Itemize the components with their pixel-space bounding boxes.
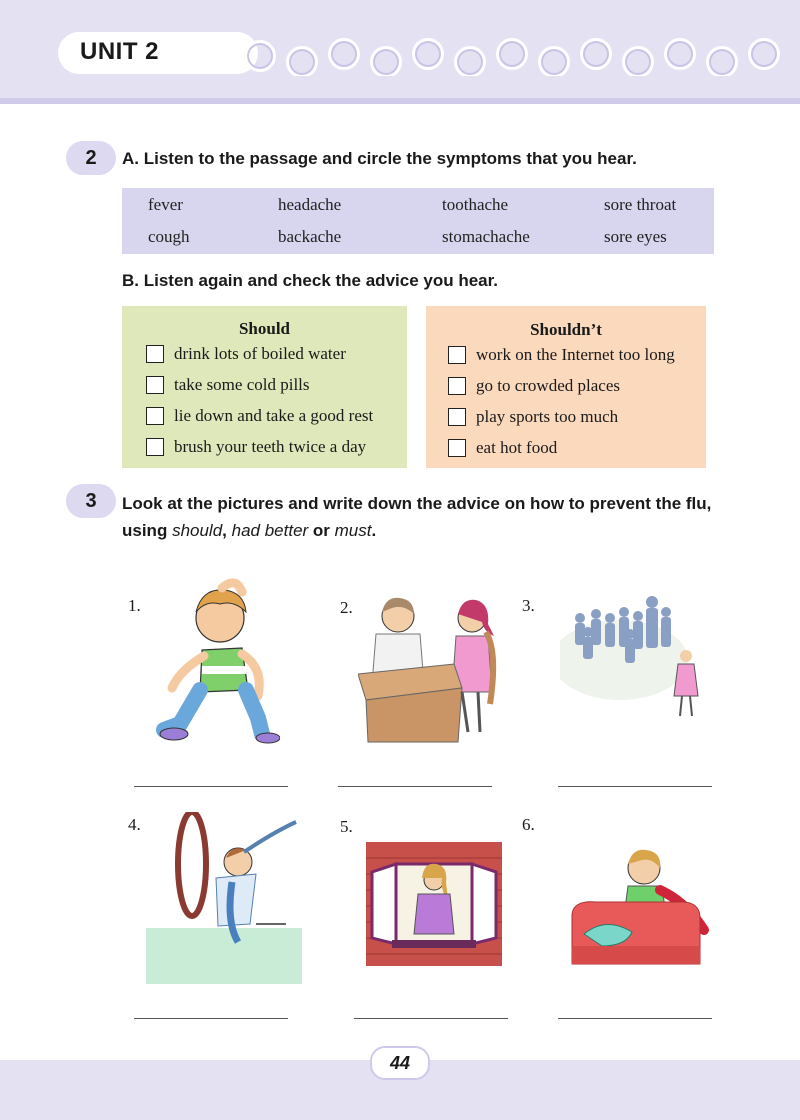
ring-icon (286, 46, 318, 76)
part-b-instruction: B. Listen again and check the advice you hear. (122, 271, 499, 290)
exercise-3-badge: 3 (66, 484, 116, 518)
ring-icon (244, 40, 276, 72)
ring-icon (370, 46, 402, 76)
answer-line-5[interactable] (354, 1018, 508, 1019)
word-must: must (334, 521, 372, 540)
shouldnt-box (426, 306, 706, 468)
advice-label: work on the Internet too long (476, 345, 675, 364)
symptom-item[interactable]: backache (278, 227, 342, 246)
open-window-icon (366, 842, 502, 966)
advice-label: take some cold pills (174, 375, 310, 394)
ring-icon (538, 46, 570, 76)
ring-icon (454, 46, 486, 76)
symptom-item[interactable]: fever (148, 195, 183, 214)
picture-number: 4. (128, 815, 141, 834)
symptom-item[interactable]: cough (148, 227, 190, 246)
checkbox[interactable] (146, 438, 164, 456)
checkbox[interactable] (146, 376, 164, 394)
ring-icon (664, 38, 696, 70)
instruction-comma: , (222, 521, 232, 540)
shouldnt-heading: Shouldn’t (530, 320, 602, 339)
unit-title: UNIT 2 (80, 38, 160, 65)
shouldnt-item (448, 438, 557, 458)
advice-label: drink lots of boiled water (174, 344, 346, 363)
advice-label: play sports too much (476, 407, 619, 426)
checkbox[interactable] (448, 377, 466, 395)
symptom-item[interactable]: headache (278, 195, 342, 214)
word-should: should (172, 521, 223, 540)
word-had-better: had better (231, 521, 309, 540)
should-box (122, 306, 407, 468)
picture-number: 1. (128, 596, 141, 615)
checkbox[interactable] (146, 407, 164, 425)
picture-number: 2. (340, 598, 353, 617)
checkbox[interactable] (448, 346, 466, 364)
exercise-3-instruction (122, 490, 722, 544)
ring-icon (706, 46, 738, 76)
instruction-period: . (371, 521, 377, 540)
washing-hands-icon (146, 812, 302, 984)
part-a-instruction: A. Listen to the passage and circle the symptoms that you hear. (122, 149, 637, 168)
checkbox[interactable] (448, 439, 466, 457)
symptom-item[interactable]: toothache (442, 195, 509, 214)
should-item (146, 375, 310, 395)
boy-exercising-icon (150, 578, 280, 744)
answer-line-1[interactable] (134, 786, 288, 787)
should-item (146, 344, 346, 364)
ring-icon (748, 38, 780, 70)
clothes-on-sofa-icon (566, 846, 712, 970)
instruction-text: Look at the pictures and write down the advice on how to prevent the flu, using (122, 494, 712, 540)
answer-line-4[interactable] (134, 1018, 288, 1019)
crowd-icon (560, 588, 710, 724)
exercise-2-badge: 2 (66, 141, 116, 175)
advice-label: lie down and take a good rest (174, 406, 374, 425)
ring-icon (580, 38, 612, 70)
doctor-visit-icon (358, 592, 498, 744)
shouldnt-item (448, 376, 620, 396)
symptom-item[interactable]: stomachache (442, 227, 530, 246)
shouldnt-item (448, 407, 618, 427)
symptom-item[interactable]: sore eyes (604, 227, 667, 246)
picture-number: 3. (522, 596, 535, 615)
picture-number: 6. (522, 815, 535, 834)
should-heading: Should (238, 319, 291, 338)
picture-number: 5. (340, 817, 353, 836)
advice-label: go to crowded places (476, 376, 620, 395)
advice-label: eat hot food (476, 438, 558, 457)
page-number: 44 (370, 1046, 430, 1080)
ring-icon (412, 38, 444, 70)
checkbox[interactable] (448, 408, 466, 426)
answer-line-3[interactable] (558, 786, 712, 787)
shouldnt-item (448, 345, 675, 365)
should-item (146, 437, 366, 457)
answer-line-2[interactable] (338, 786, 492, 787)
ring-icon (622, 46, 654, 76)
decorative-rings (240, 36, 800, 76)
instruction-or: or (308, 521, 335, 540)
ring-icon (496, 38, 528, 70)
should-item (146, 406, 373, 426)
ring-icon (328, 38, 360, 70)
checkbox[interactable] (146, 345, 164, 363)
symptom-table (122, 188, 714, 254)
answer-line-6[interactable] (558, 1018, 712, 1019)
symptom-item[interactable]: sore throat (604, 195, 677, 214)
advice-label: brush your teeth twice a day (174, 437, 367, 456)
